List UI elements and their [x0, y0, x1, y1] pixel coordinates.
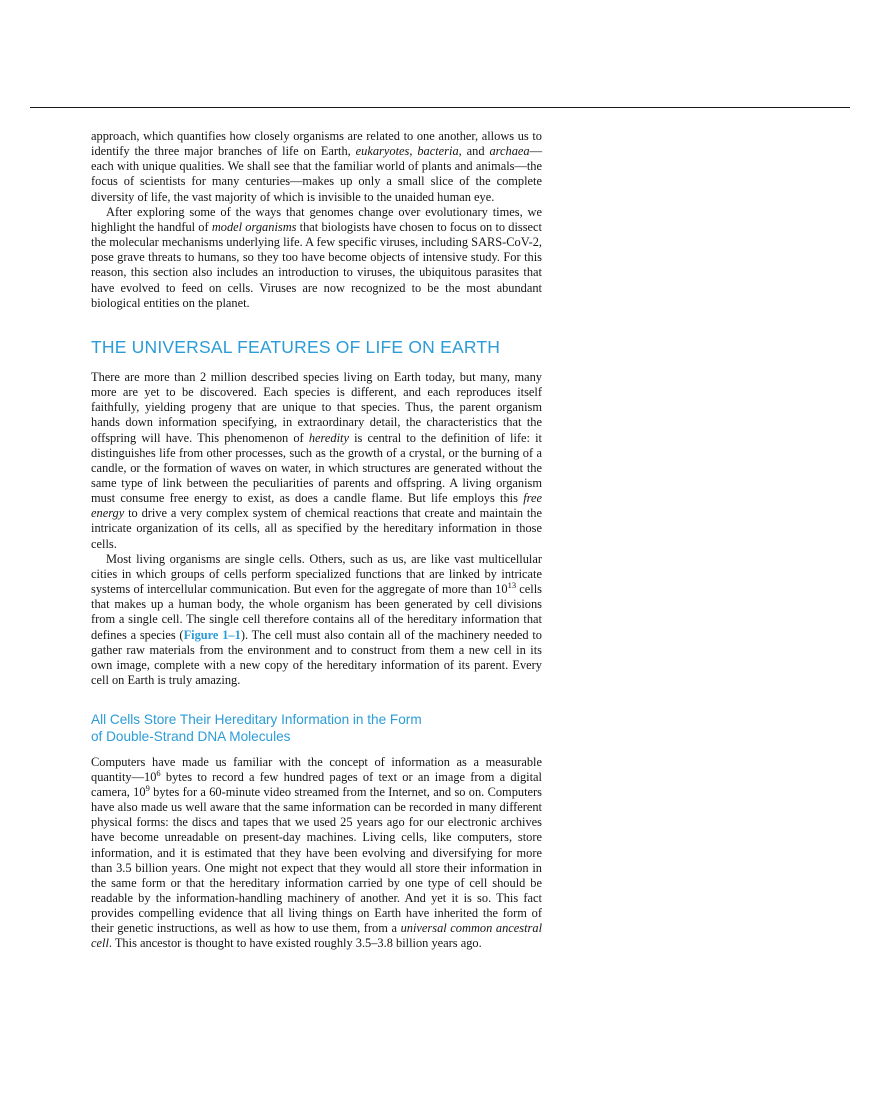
- body-paragraph: [91, 552, 542, 688]
- body-paragraph: [91, 755, 542, 952]
- body-text: that biologists have chosen to focus on to dissect the molecular mechanisms underlying life. A few specific viruses, including SARS-CoV-2, pose grave threats to humans, so they too have become objects of intensive study. For this reason, this section also includes an introduction to viruses, the ubiquitous parasites that have evolved to feed on cells. Viruses are now recognized to be the most abundant biological entities on the planet.: [91, 219, 542, 310]
- body-text: —each with unique qualities. We shall see that the familiar world of plants and animals—the focus of scientists for many centuries—makes up only a small slice of the complete diversity of life, the vast majority of which is invisible to the unaided human eye.: [91, 144, 542, 204]
- section-heading: THE UNIVERSAL FEATURES OF LIFE ON EARTH: [91, 336, 501, 357]
- superscript: 6: [156, 767, 161, 778]
- emphasized-text: free energy: [91, 491, 542, 521]
- body-paragraph: [91, 370, 542, 552]
- body-text: bytes to record a few hundred pages of text or an image from a digital camera, 10: [91, 769, 542, 799]
- superscript: 9: [145, 782, 150, 793]
- body-text: and: [461, 144, 490, 159]
- subsection-heading: [91, 711, 542, 745]
- body-text: ). The cell must also contain all of the machinery needed to gather raw materials from the environment and to construct from them a new cell in its own image, complete with a new copy of the hereditary information of its parent. Every cell on Earth is truly amazing.: [91, 627, 543, 687]
- emphasized-text: universal common ancestral cell: [91, 921, 543, 951]
- body-text: to drive a very complex system of chemical reactions that create and maintain the intricate organization of its cells, all as specified by the hereditary information in those cells.: [91, 506, 542, 551]
- body-text: There are more than 2 million described species living on Earth today, but many, many more are yet to be discovered. Each species is different, and each reproduces itself faithfully, yielding progeny that are unique to that species. Thus, the parent organism hands down information specifying, in extraordinary detail, the characteristics that the offspring will have. This phenomenon of: [91, 369, 542, 445]
- body-text: is central to the definition of life: it distinguishes life from other processes, such as the growth of a crystal, or the burning of a candle, or the formation of waves on water, in which structures are generated without the same type of link between the peculiarities of parents and offspring. A living organism must consume free energy to exist, as does a candle flame. But life employs this: [91, 430, 542, 506]
- emphasized-text: heredity: [308, 430, 349, 445]
- body-text: cells that makes up a human body, the whole organism has been generated by cell divisions from a single cell. The single cell therefore contains all of the hereditary information that defines a species (: [91, 582, 542, 642]
- body-text: After exploring some of the ways that genomes change over evolutionary times, we highlight the handful of: [91, 204, 542, 234]
- text-column: [91, 129, 542, 952]
- body-text: Most living organisms are single cells. Others, such as us, are like vast multicellular cities in which groups of cells perform specialized functions that are linked by intricate systems of intercellular communication. But even for the aggregate of more than 10: [91, 551, 542, 597]
- subsection-heading-line: All Cells Store Their Hereditary Information in the Form: [91, 712, 422, 728]
- body-text: approach, which quantifies how closely organisms are related to one another, allows us to identify the three major branches of life on Earth,: [91, 129, 542, 159]
- header-rule: [30, 107, 850, 108]
- emphasized-text: model organisms: [211, 219, 297, 234]
- emphasized-text: archaea: [489, 144, 530, 159]
- figure-reference-link[interactable]: Figure 1–1: [183, 627, 241, 642]
- body-text: . This ancestor is thought to have existed roughly 3.5–3.8 billion years ago.: [108, 936, 482, 951]
- body-text: Computers have made us familiar with the concept of information as a measurable quantity—10: [91, 754, 542, 784]
- body-text: bytes for a 60-minute video streamed from the Internet, and so on. Computers have also made us well aware that the same information can be recorded in many different physical forms: the discs and tapes that we used 25 years ago for our electronic archives have become unreadable on present-day machines. Living cells, like computers, store information, and it is estimated that they have been evolving and diversifying for more than 3.5 billion years. One might not expect that they would all store their information in the same form or that the hereditary information carried by one type of cell should be readable by the information-handling machinery of another. And yet it is so. This fact provides compelling evidence that all living things on Earth have inherited the form of their genetic instructions, as well as how to use them, from a: [91, 784, 542, 936]
- superscript: 13: [507, 579, 517, 590]
- subsection-heading-line: of Double-Strand DNA Molecules: [91, 729, 291, 745]
- emphasized-text: eukaryotes, bacteria,: [355, 144, 462, 159]
- body-paragraph: [91, 129, 542, 205]
- body-paragraph: [91, 205, 542, 311]
